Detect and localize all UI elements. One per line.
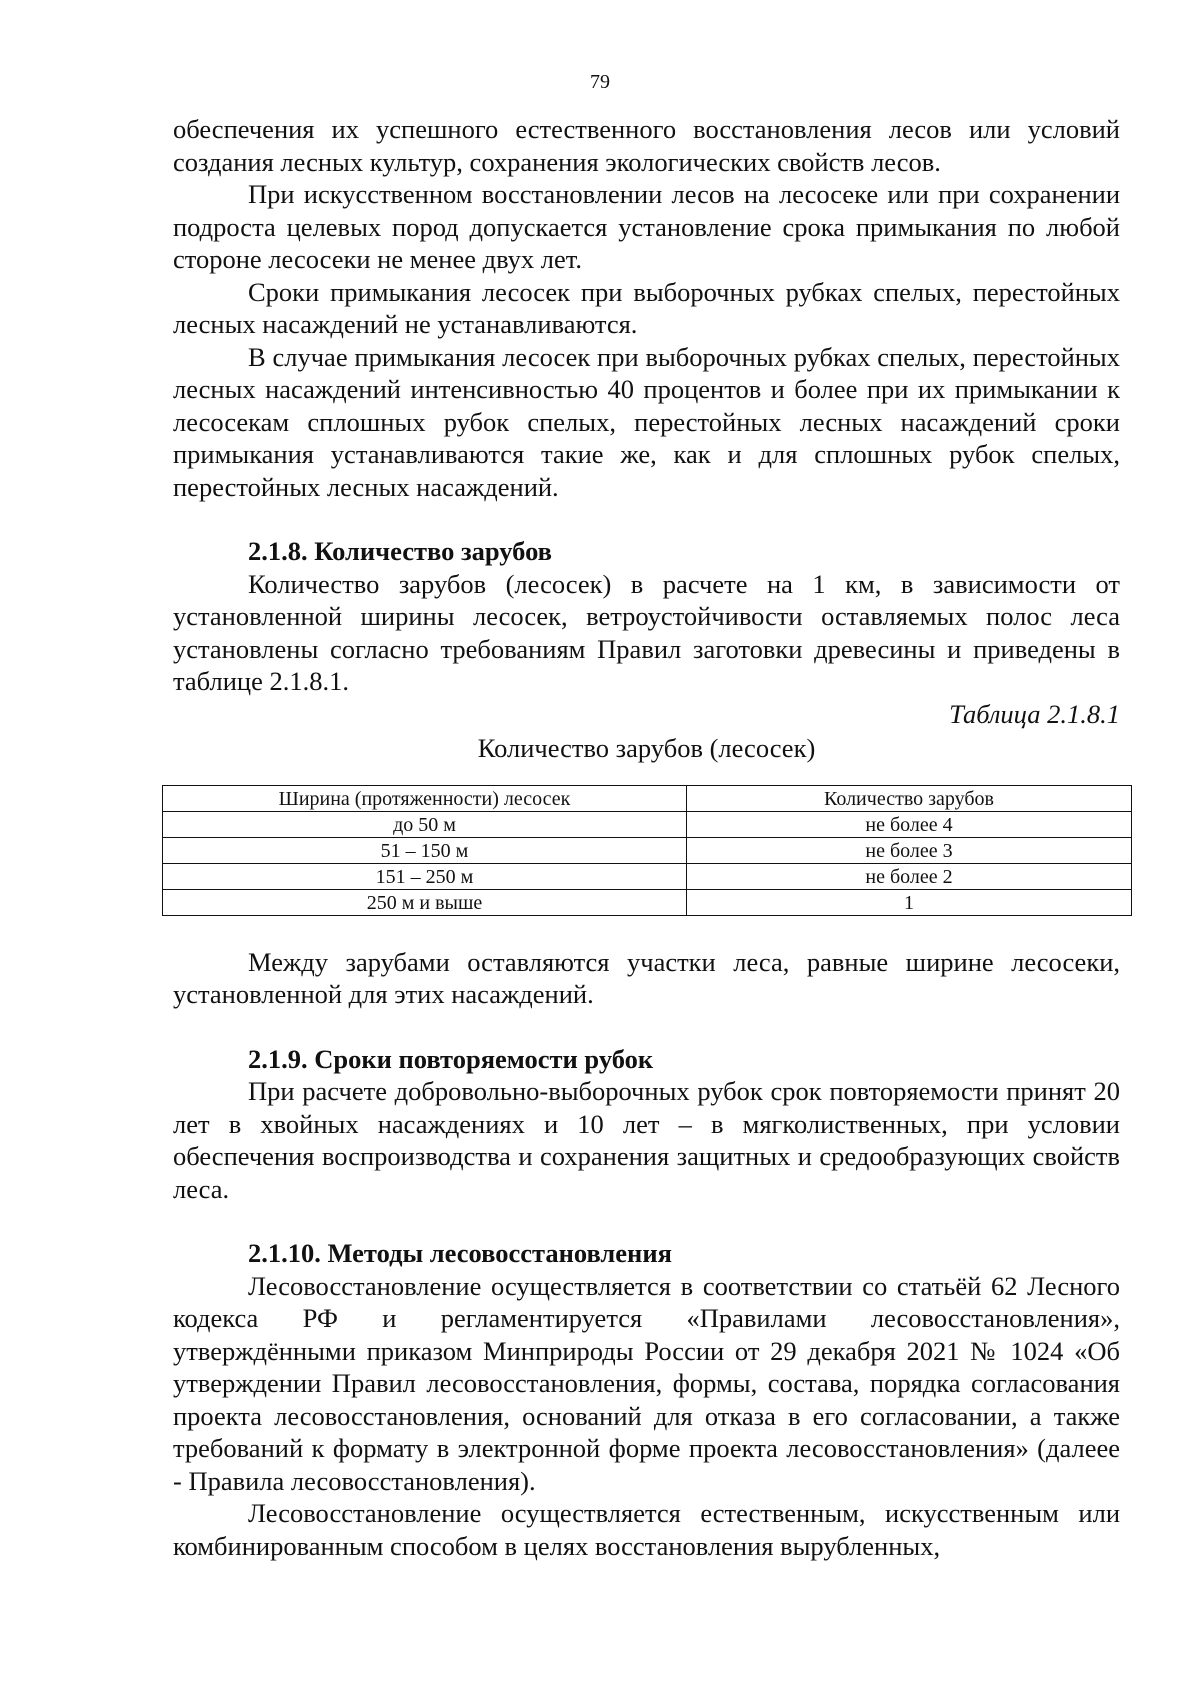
page-body	[173, 113, 1120, 1562]
table-cell-count: 1	[687, 889, 1132, 915]
table-cell-count: не более 2	[687, 863, 1132, 889]
section-heading-2-1-8: 2.1.8. Количество зарубов	[248, 536, 552, 566]
paragraph-between-cuts: Между зарубами оставляются участки леса, равные ширине лесосеки, установленной для этих насаждений.	[173, 946, 1120, 1009]
cuts-table-container	[162, 785, 1132, 916]
table-cell-width: 51 – 150 м	[163, 837, 687, 863]
cuts-table	[162, 785, 1132, 916]
paragraph-artificial-restoration: При искусственном восстановлении лесов на лесосеке или при сохранении подроста целевых пород допускается установление срока примыкания по любой стороне лесосеки не менее двух лет.	[173, 179, 1120, 274]
paragraph-reforestation-rules: Лесовосстановление осуществляется в соответствии со статьёй 62 Лесного кодекса РФ и регламентируется «Правилами лесовосстановления», утверждёнными приказом Минприроды России от 29 декабря 2021 № 1024 «Об утверждении Правил лесовосстановления, формы, состава, порядка согласования проекта лесовосстановления, оснований для отказа в его согласовании, а также требований к формату в электронной форме проекта лесовосстановления» (далеее - Правила лесовосстановления).	[173, 1270, 1120, 1496]
table-row	[163, 889, 1132, 915]
table-cell-width: 151 – 250 м	[163, 863, 687, 889]
table-row	[163, 837, 1132, 863]
table-header-count: Количество зарубов	[687, 785, 1132, 811]
paragraph-cuts-count: Количество зарубов (лесосек) в расчете на 1 км, в зависимости от установленной ширины лесосек, ветроустойчивости оставляемых полос леса установлены согласно требованиям Правил заготовки древесины и приведены в таблице 2.1.8.1.	[173, 568, 1120, 696]
paragraph-adjacency-cases: В случае примыкания лесосек при выборочных рубках спелых, перестойных лесных насаждений интенсивностью 40 процентов и более при их примыкании к лесосекам сплошных рубок спелых, перестойных лесных насаждений сроки примыкания устанавливаются такие же, как и для сплошных рубок спелых, перестойных лесных насаждений.	[173, 341, 1120, 502]
section-heading-2-1-9: 2.1.9. Сроки повторяемости рубок	[248, 1043, 654, 1074]
table-row	[163, 811, 1132, 837]
table-row	[163, 863, 1132, 889]
table-cell-count: не более 3	[687, 837, 1132, 863]
continuation-paragraph: обеспечения их успешного естественного восстановления лесов или условий создания лесных культур, сохранения экологических свойств лесов.	[173, 114, 1120, 177]
table-cell-count: не более 4	[687, 811, 1132, 837]
table-header-row	[163, 785, 1132, 811]
paragraph-reforestation-methods: Лесовосстановление осуществляется естественным, искусственным или комбинированным способом в целях восстановления вырубленных,	[173, 1498, 1120, 1561]
section-heading-2-1-10: 2.1.10. Методы лесовосстановления	[248, 1238, 672, 1268]
table-header-width: Ширина (протяженности) лесосек	[163, 785, 687, 811]
paragraph-repeat-terms: При расчете добровольно-выборочных рубок срок повторяемости принят 20 лет в хвойных насаждениях и 10 лет – в мягколиственных, при условии обеспечения воспроизводства и сохранения защитных и средообразующих свойств леса.	[173, 1076, 1120, 1204]
table-cell-width: 250 м и выше	[163, 889, 687, 915]
table-cell-width: до 50 м	[163, 811, 687, 837]
table-reference: Таблица 2.1.8.1	[949, 698, 1120, 729]
paragraph-selective-cutting-terms: Сроки примыкания лесосек при выборочных рубках спелых, перестойных лесных насаждений не устанавливаются.	[173, 276, 1120, 339]
table-caption: Количество зарубов (лесосек)	[477, 733, 816, 763]
page-number: 79	[590, 71, 610, 93]
